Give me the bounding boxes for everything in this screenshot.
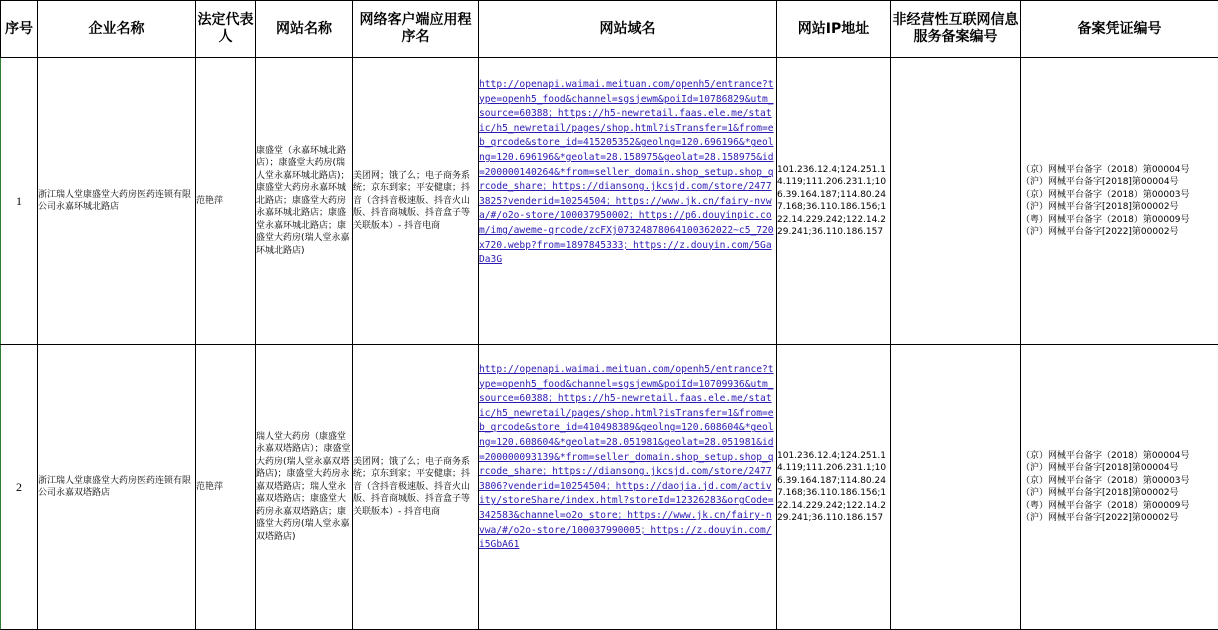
cert-line: （京）网械平台备字（2018）第00003号 <box>1021 475 1218 488</box>
cell-site-name[interactable]: 康盛堂（永嘉环城北路店）；康盛堂大药房(瑞人堂永嘉环城北路店)；康盛堂大药房永嘉环城北路店；康盛堂大药房永嘉环城北路店；康盛堂永嘉环城北路店；康盛堂大药房(瑞人堂永嘉环城北路店) <box>256 58 353 345</box>
cell-seq[interactable]: 1 <box>1 58 38 345</box>
cert-line: （粤）网械平台备字（2018）第00009号 <box>1021 500 1218 513</box>
header-seq[interactable]: 序号 <box>1 1 38 58</box>
cert-line: （沪）网械平台备字[2018]第00002号 <box>1021 201 1218 214</box>
header-site-name[interactable]: 网站名称 <box>256 1 353 58</box>
cell-legal-rep[interactable]: 范艳萍 <box>196 345 256 630</box>
cert-line: （粤）网械平台备字（2018）第00009号 <box>1021 214 1218 227</box>
header-filing-number[interactable]: 非经营性互联网信息服务备案编号 <box>891 1 1021 58</box>
header-legal-rep[interactable]: 法定代表人 <box>196 1 256 58</box>
cell-company[interactable]: 浙江瑞人堂康盛堂大药房医药连锁有限公司永嘉双塔路店 <box>38 345 196 630</box>
cell-app-name[interactable]: 美团网；饿了么；电子商务系统；京东到家；平安健康；抖音（含抖音极速版、抖音火山版、抖音商城版、抖音盒子等关联版本）- 抖音电商 <box>353 58 479 345</box>
cell-domain[interactable] <box>479 345 777 630</box>
cell-app-name[interactable]: 美团网；饿了么；电子商务系统；京东到家；平安健康；抖音（含抖音极速版、抖音火山版、抖音商城版、抖音盒子等关联版本）- 抖音电商 <box>353 345 479 630</box>
cell-ip[interactable]: 101.236.12.4;124.251.14.119;111.206.231.1;106.39.164.187;114.80.247.168;36.110.186.156;122.14.229.242;122.14.229.241;36.110.186.157 <box>777 58 891 345</box>
cert-line: （沪）网械平台备字[2018]第00002号 <box>1021 487 1218 500</box>
cert-line: （沪）网械平台备字[2022]第00002号 <box>1021 226 1218 239</box>
cell-company[interactable]: 浙江瑞人堂康盛堂大药房医药连锁有限公司永嘉环城北路店 <box>38 58 196 345</box>
table-row <box>1 345 1218 630</box>
cell-site-name[interactable]: 瑞人堂大药房（康盛堂永嘉双塔路店）；康盛堂大药房(瑞人堂永嘉双塔路店)；康盛堂大药房永嘉双塔路店；瑞人堂永嘉双塔路店；康盛堂大药房永嘉双塔路店；康盛堂大药房(瑞人堂永嘉双塔路店) <box>256 345 353 630</box>
cert-line: （京）网械平台备字（2018）第00004号 <box>1021 164 1218 177</box>
header-company[interactable]: 企业名称 <box>38 1 196 58</box>
cert-line: （京）网械平台备字（2018）第00003号 <box>1021 189 1218 202</box>
cert-line: （沪）网械平台备字[2018]第00004号 <box>1021 462 1218 475</box>
header-app-name[interactable]: 网络客户端应用程序名 <box>353 1 479 58</box>
cell-cert-number[interactable] <box>1021 58 1218 345</box>
cell-ip[interactable]: 101.236.12.4;124.251.14.119;111.206.231.1;106.39.164.187;114.80.247.168;36.110.186.156;122.14.229.242;122.14.229.241;36.110.186.157 <box>777 345 891 630</box>
header-row <box>1 1 1218 58</box>
cert-line: （京）网械平台备字（2018）第00004号 <box>1021 450 1218 463</box>
header-cert-number[interactable]: 备案凭证编号 <box>1021 1 1218 58</box>
cell-seq[interactable]: 2 <box>1 345 38 630</box>
cell-domain[interactable] <box>479 58 777 345</box>
header-domain[interactable]: 网站域名 <box>479 1 777 58</box>
cell-cert-number[interactable] <box>1021 345 1218 630</box>
cert-line: （沪）网械平台备字[2022]第00002号 <box>1021 512 1218 525</box>
cell-filing-number[interactable] <box>891 58 1021 345</box>
table-row <box>1 58 1218 345</box>
domain-link[interactable]: http://openapi.waimai.meituan.com/openh5/entrance?type=openh5_food&channel=sgsjewm&poiId=10786829&utm_source=60388；https://h5-newretail.faas.ele.me/static/h5_newretail/pages/shop.html?isTransfer=1&from=eb_qrcode&store_id=415205352&geolng=120.696196&*geolng=120.696196&*geolat=28.158975&geolat=28.158975&id=200000140264&*from=seller_domain.shop_setup.shop_qrcode_share；https://diansong.jkcsjd.com/store/24773825?venderid=10254504；https://www.jk.cn/fairy-nvwa/#/o2o-store/100037950002；https://p6.douyinpic.com/img/aweme-qrcode/zcFXj07324878064100362022~c5_720x720.webp?from=1897845333；https://z.douyin.com/5GaDa3G <box>479 79 774 265</box>
cert-line: （沪）网械平台备字[2018]第00004号 <box>1021 176 1218 189</box>
cell-filing-number[interactable] <box>891 345 1021 630</box>
header-ip[interactable]: 网站IP地址 <box>777 1 891 58</box>
cell-legal-rep[interactable]: 范艳萍 <box>196 58 256 345</box>
domain-link[interactable]: http://openapi.waimai.meituan.com/openh5/entrance?type=openh5_food&channel=sgsjewm&poiId=10709936&utm_source=60388；https://h5-newretail.faas.ele.me/static/h5_newretail/pages/shop.html?isTransfer=1&from=eb_qrcode&store_id=410498389&geolng=120.608604&*geolng=120.608604&*geolat=28.051981&geolat=28.051981&id=200000093139&*from=seller_domain.shop_setup.shop_qrcode_share；https://diansong.jkcsjd.com/store/24773806?venderid=10254504；https://daojia.jd.com/activity/storeShare/index.html?storeId=12326283&orgCode=342583&channel=o2o_store；https://www.jk.cn/fairy-nvwa/#/o2o-store/100037990005；https://z.douyin.com/i5GbA61 <box>479 364 774 550</box>
